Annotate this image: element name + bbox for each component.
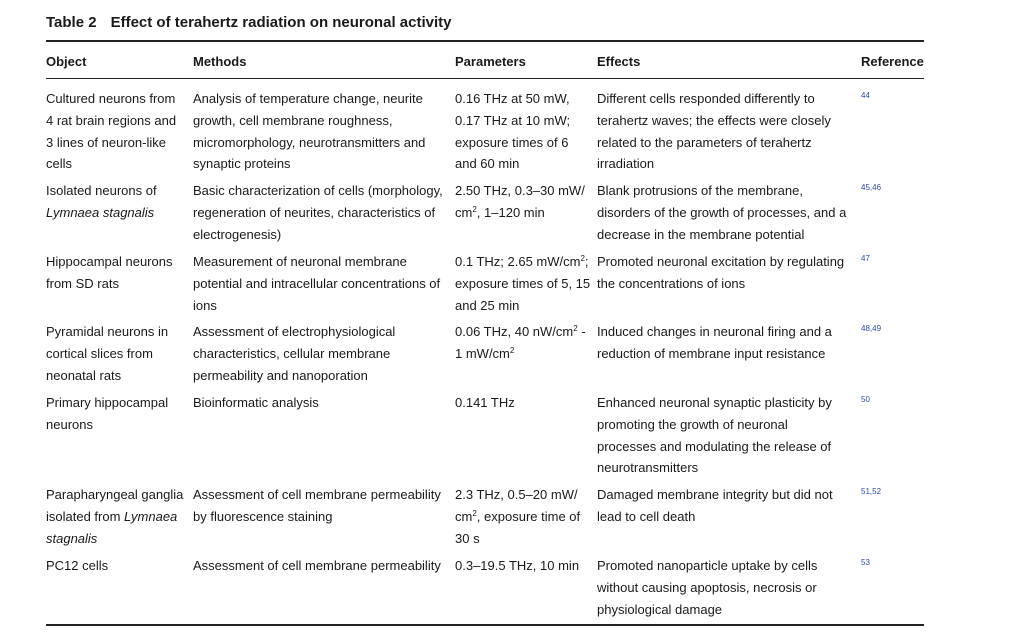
parameters-cell: 0.16 THz at 50 mW, 0.17 THz at 10 mW; exposure times of 6 and 60 min xyxy=(455,91,571,172)
header-rule xyxy=(46,78,924,79)
header-effects: Effects xyxy=(597,54,641,69)
object-cell: Parapharyngeal ganglia isolated from Lymnaea stagnalis xyxy=(46,487,184,546)
reference-link[interactable]: 48,49 xyxy=(861,324,882,333)
table-caption xyxy=(46,14,451,31)
reference-link[interactable]: 47 xyxy=(861,254,870,263)
reference-link[interactable]: 50 xyxy=(861,395,870,404)
object-cell: PC12 cells xyxy=(46,558,109,573)
effects-cell: Damaged membrane integrity but did not lead to cell death xyxy=(597,487,833,524)
object-cell: Primary hippocampal neurons xyxy=(46,395,169,432)
parameters-cell: 2.50 THz, 0.3–30 mW/ $cm^2$, 1–120 min xyxy=(455,183,585,220)
methods-cell: Assessment of cell membrane permeability xyxy=(193,558,441,573)
effects-cell: Induced changes in neuronal firing and a reduction of membrane input resistance xyxy=(597,324,832,361)
header-reference: Reference xyxy=(861,54,924,69)
table-number: Table 2 xyxy=(46,14,97,31)
header-object: Object xyxy=(46,54,87,69)
reference-link[interactable]: 53 xyxy=(861,558,870,567)
methods-cell: Assessment of cell membrane permeability by fluorescence staining xyxy=(193,487,441,524)
methods-cell: Basic characterization of cells (morphology, regeneration of neurites, characteristics of electrogenesis) xyxy=(193,183,443,242)
effects-cell: Different cells responded differently to terahertz waves; the effects were closely related to the parameters of terahertz irradiation xyxy=(597,91,831,172)
reference-link[interactable]: 45,46 xyxy=(861,183,882,192)
reference-link[interactable]: 51,52 xyxy=(861,487,882,496)
effects-cell: Enhanced neuronal synaptic plasticity by promoting the growth of neuronal processes and modulating the release of neurotransmitters xyxy=(597,395,832,476)
effects-cell: Promoted neuronal excitation by regulating the concentrations of ions xyxy=(597,254,845,291)
parameters-cell: 2.3 THz, 0.5–20 mW/ $cm^2$, exposure time of 30 s xyxy=(455,487,581,546)
top-rule xyxy=(46,40,924,42)
parameters-cell: 0.3–19.5 THz, 10 min xyxy=(455,558,580,573)
object-cell: Hippocampal neurons from SD rats xyxy=(46,254,173,291)
methods-cell: Analysis of temperature change, neurite growth, cell membrane roughness, micromorphology, neurotransmitters and synaptic proteins xyxy=(193,91,426,172)
table-title: Effect of terahertz radiation on neuronal activity xyxy=(110,14,452,31)
parameters-cell: 0.06 THz, 40 $nW/cm^2$ - 1 $mW/cm^2$ xyxy=(455,324,586,361)
methods-cell: Assessment of electrophysiological characteristics, cellular membrane permeability and nanoporation xyxy=(193,324,396,383)
methods-cell: Bioinformatic analysis xyxy=(193,395,319,410)
bottom-rule xyxy=(46,624,924,626)
header-methods: Methods xyxy=(193,54,247,69)
header-parameters: Parameters xyxy=(455,54,526,69)
object-cell: Cultured neurons from 4 rat brain regions and 3 lines of neuron-like cells xyxy=(46,91,177,172)
reference-link[interactable]: 44 xyxy=(861,91,870,100)
parameters-cell: 0.141 THz xyxy=(455,395,515,410)
effects-cell: Promoted nanoparticle uptake by cells without causing apoptosis, necrosis or physiological damage xyxy=(597,558,818,617)
methods-cell: Measurement of neuronal membrane potential and intracellular concentrations of ions xyxy=(193,254,441,313)
object-cell: Pyramidal neurons in cortical slices from neonatal rats xyxy=(46,324,169,383)
effects-cell: Blank protrusions of the membrane, disorders of the growth of processes, and a decrease in the membrane potential xyxy=(597,183,847,242)
parameters-cell: 0.1 THz; 2.65 $mW/cm^2$; exposure times of 5, 15 and 25 min xyxy=(455,254,591,313)
object-cell: Isolated neurons of Lymnaea stagnalis xyxy=(46,183,157,220)
